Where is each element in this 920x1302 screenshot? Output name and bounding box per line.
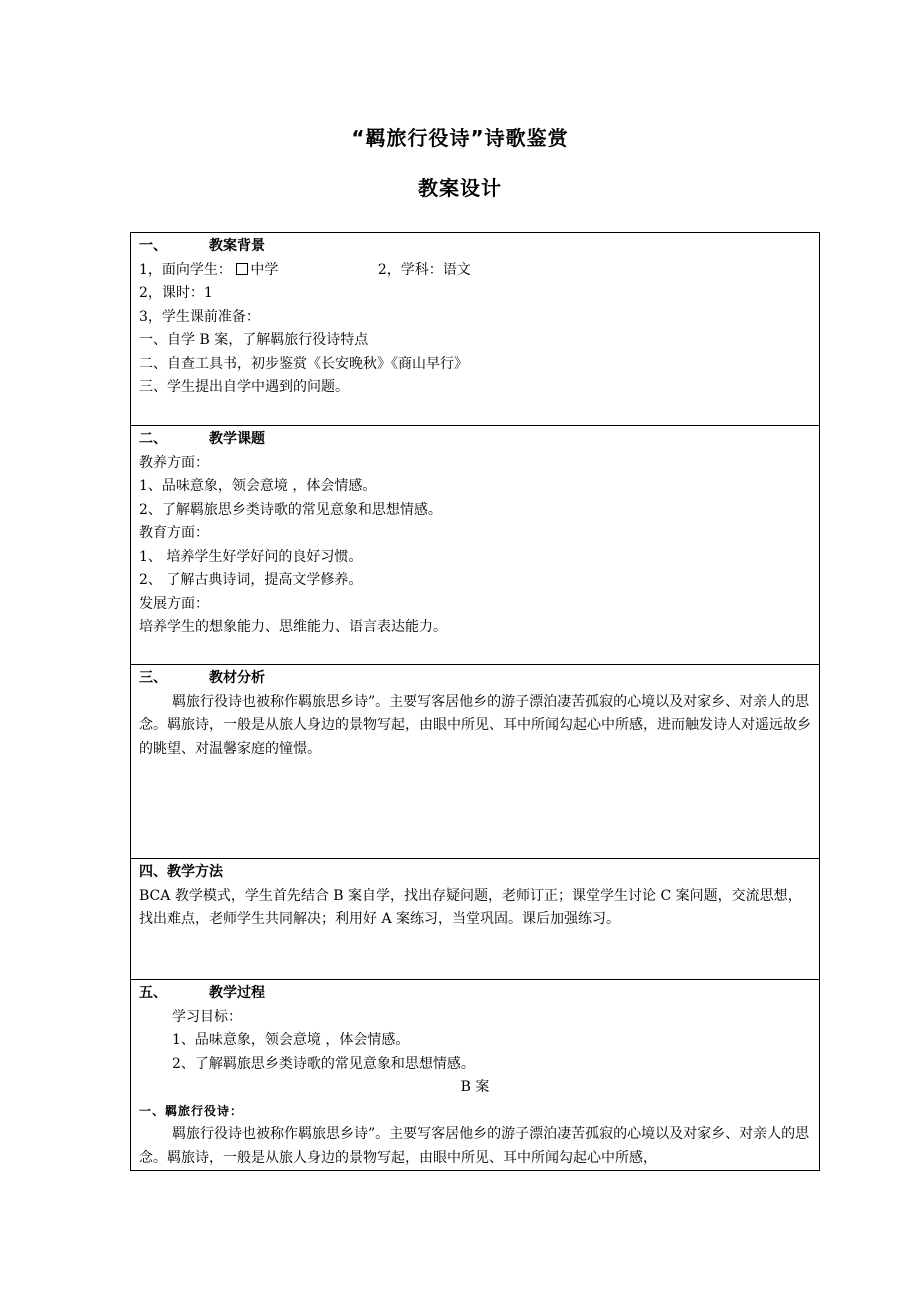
- section-heading: [139, 235, 811, 259]
- method-paragraph: BCA 教学模式，学生首先结合 B 案自学，找出存疑问题，老师订正；课堂学生讨论 C 案问题，交流思想，找出难点，老师学生共同解决；利用好 A 案练习，当堂巩固。课后加强练习。: [139, 887, 802, 927]
- text-line: 2、了解羁旅思乡类诗歌的常见意象和思想情感。: [172, 1055, 475, 1072]
- process-paragraph: 羁旅行役诗也被称作羁旅思乡诗”。主要写客居他乡的游子漂泊凄苦孤寂的心境以及对家乡、对亲人的思念。羁旅诗，一般是从旅人身边的景物写起，由眼中所见、耳中所闻勾起心中所感，: [139, 1126, 810, 1166]
- text-line: 2，课时：1: [139, 285, 213, 301]
- checkbox-icon: [236, 263, 248, 275]
- section-number: 五、: [139, 985, 167, 1001]
- text-line: 二、自查工具书，初步鉴赏《长安晚秋》《商山早行》: [139, 355, 468, 372]
- audience-subject-line: [139, 259, 811, 283]
- text-line: 发展方面：: [139, 595, 209, 612]
- section-background: [131, 233, 820, 426]
- audience-label: 1，面向学生：: [139, 261, 232, 278]
- case-label: B 案: [460, 1079, 490, 1095]
- text-line: 教养方面：: [139, 454, 209, 471]
- text-line: 1、品味意象，领会意境 ，体会情感。: [139, 478, 377, 494]
- section-process: [131, 980, 820, 1171]
- section-title: 教材分析: [209, 670, 265, 686]
- text-line: 1、 培养学生好学好问的良好习惯。: [139, 548, 363, 565]
- audience-value: 中学: [250, 261, 279, 278]
- section-topic: [131, 426, 820, 665]
- section-title: 教学课题: [209, 431, 265, 447]
- text-line: 3，学生课前准备：: [139, 308, 260, 325]
- section-heading: [139, 428, 811, 452]
- sub-heading: 一、羁旅行役诗：: [139, 1103, 244, 1118]
- text-line: 教育方面：: [139, 525, 209, 541]
- section-number: 二、: [139, 431, 167, 447]
- text-line: 一、自学 B 案，了解羁旅行役诗特点: [139, 332, 369, 348]
- section-title: 四、教学方法: [139, 864, 223, 880]
- section-number: 一、: [139, 238, 167, 254]
- section-heading: [139, 982, 811, 1006]
- document-subtitle: 教案设计: [418, 176, 502, 200]
- section-title: 教学过程: [209, 985, 265, 1001]
- document-title: “羁旅行役诗”诗歌鉴赏: [351, 126, 569, 150]
- section-number: 三、: [139, 670, 167, 686]
- text-line: 2、了解羁旅思乡类诗歌的常见意象和思想情感。: [139, 501, 442, 518]
- lesson-plan-table: [130, 232, 820, 1171]
- subject-text: 2，学科：语文: [377, 261, 471, 278]
- section-analysis: [131, 665, 820, 859]
- text-line: 学习目标：: [172, 1008, 242, 1025]
- section-title: 教案背景: [209, 238, 265, 254]
- section-heading: [139, 667, 811, 691]
- text-line: 培养学生的想象能力、思维能力、语言表达能力。: [139, 619, 447, 635]
- text-line: 三、学生提出自学中遇到的问题。: [139, 379, 349, 395]
- text-line: 2、 了解古典诗词，提高文学修养。: [139, 572, 363, 588]
- analysis-paragraph: 羁旅行役诗也被称作羁旅思乡诗”。主要写客居他乡的游子漂泊凄苦孤寂的心境以及对家乡、对亲人的思念。羁旅诗，一般是从旅人身边的景物写起，由眼中所见、耳中所闻勾起心中所感，进而触发诗人对遥远故乡的眺望、对温馨家庭的憧憬。: [139, 693, 811, 757]
- section-method: [131, 859, 820, 980]
- text-line: 1、品味意象，领会意境 ，体会情感。: [172, 1032, 410, 1048]
